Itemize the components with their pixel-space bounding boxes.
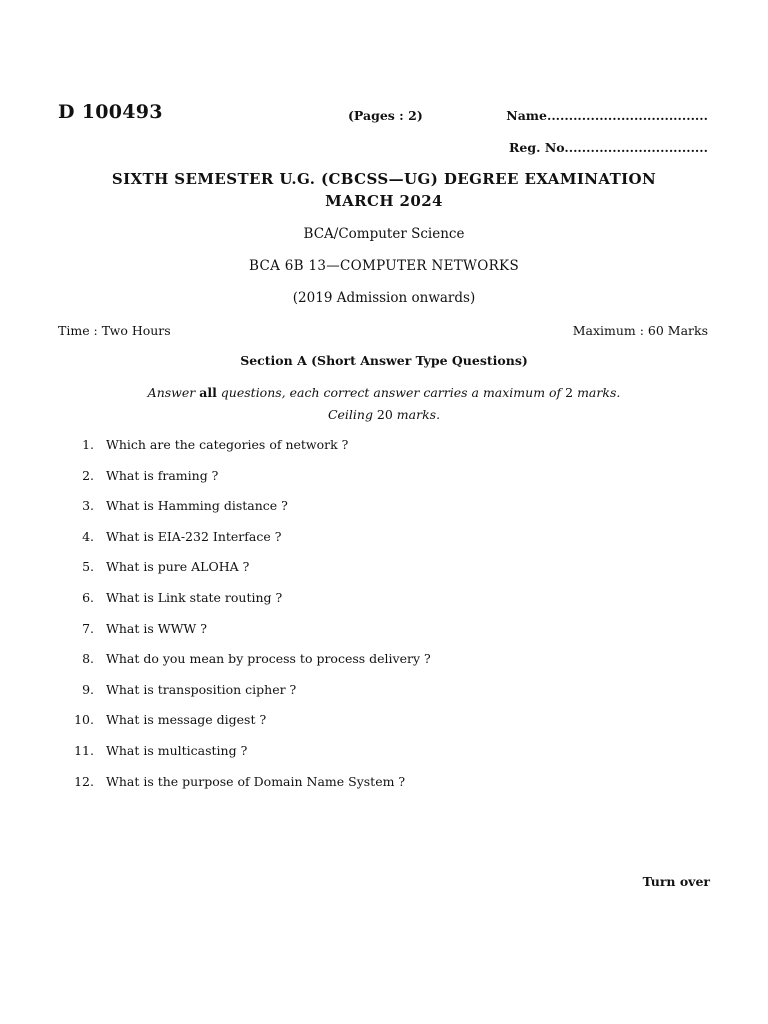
question-number: 12.: [74, 773, 94, 789]
question-number: 11.: [74, 742, 94, 758]
question-text: What is the purpose of Domain Name System ?: [106, 773, 406, 789]
question-text: What is EIA-232 Interface ?: [106, 528, 282, 544]
exam-date: MARCH 2024: [325, 192, 443, 210]
question-text: What do you mean by process to process delivery ?: [106, 651, 431, 667]
question-number: 6.: [82, 589, 94, 605]
question-text: What is WWW ?: [106, 620, 207, 636]
question-number: 10.: [74, 712, 94, 728]
time-allowed: Time : Two Hours: [58, 323, 171, 338]
page-count: (Pages : 2): [348, 108, 423, 123]
question-text: What is pure ALOHA ?: [106, 559, 250, 575]
question-number: 9.: [82, 681, 94, 697]
instruction-marks: 2: [565, 385, 574, 400]
question-text: What is Hamming distance ?: [106, 498, 288, 514]
question-text: What is multicasting ?: [106, 742, 248, 758]
ceiling-post: marks.: [392, 407, 441, 422]
name-field: Name.....................................: [506, 108, 708, 123]
question-number: 7.: [82, 620, 94, 636]
question-number: 4.: [82, 528, 94, 544]
question-text: Which are the categories of network ?: [106, 437, 349, 452]
admission-note: (2019 Admission onwards): [292, 290, 476, 306]
instruction-pre: Answer: [147, 385, 200, 400]
paper-name: BCA 6B 13—COMPUTER NETWORKS: [249, 258, 519, 274]
maximum-marks: Maximum : 60 Marks: [572, 323, 708, 338]
exam-title: SIXTH SEMESTER U.G. (CBCSS—UG) DEGREE EXAMINATION: [111, 170, 657, 188]
section-title: Section A (Short Answer Type Questions): [240, 353, 528, 368]
reg-no-field: Reg. No.................................: [509, 140, 708, 155]
ceiling-pre: Ceiling: [327, 407, 377, 422]
question-text: What is message digest ?: [106, 712, 267, 728]
instruction-bold: all: [199, 385, 217, 400]
question-text: What is framing ?: [106, 467, 219, 483]
question-number: 8.: [82, 651, 94, 667]
question-number: 2.: [82, 467, 94, 483]
subject: BCA/Computer Science: [303, 226, 465, 242]
question-number: 5.: [82, 559, 94, 575]
question-number: 1.: [82, 437, 94, 452]
question-number: 3.: [82, 498, 94, 514]
ceiling-instruction: [0, 407, 768, 422]
instruction-mid: questions, each correct answer carries a maximum of: [216, 385, 566, 400]
ceiling-marks: 20: [376, 407, 393, 422]
question-text: What is transposition cipher ?: [106, 681, 297, 697]
paper-code: D 100493: [58, 101, 163, 123]
turn-over: Turn over: [642, 874, 710, 889]
question-text: What is Link state routing ?: [106, 589, 283, 605]
instruction-post: marks.: [573, 385, 621, 400]
section-instruction: [0, 385, 768, 400]
